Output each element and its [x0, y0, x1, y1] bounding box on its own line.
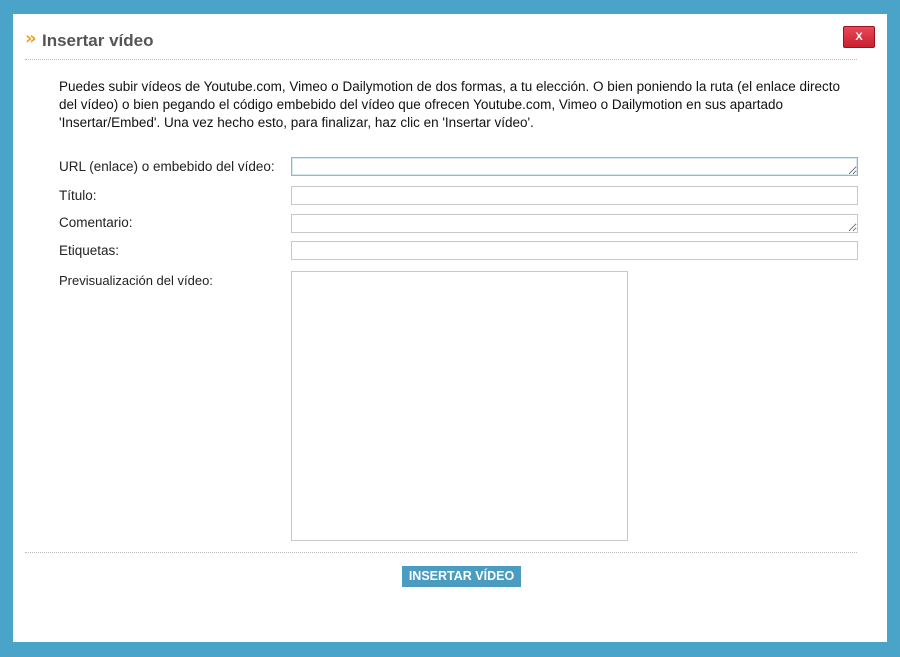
- preview-label: Previsualización del vídeo:: [59, 273, 213, 288]
- comment-field[interactable]: [291, 214, 858, 233]
- insert-video-button[interactable]: INSERTAR VÍDEO: [402, 566, 521, 587]
- chevron-right-icon: »: [25, 28, 37, 49]
- dialog-header: [13, 14, 887, 62]
- title-label: Título:: [59, 188, 97, 203]
- close-button[interactable]: X: [843, 26, 875, 48]
- title-field[interactable]: [291, 186, 858, 205]
- header-divider: [25, 59, 857, 60]
- insert-video-dialog: [13, 14, 887, 642]
- tags-field[interactable]: [291, 241, 858, 260]
- tags-label: Etiquetas:: [59, 243, 120, 258]
- url-label: URL (enlace) o embebido del vídeo:: [59, 159, 275, 174]
- dialog-title: Insertar vídeo: [42, 31, 154, 50]
- footer-divider: [25, 552, 857, 553]
- video-preview-box: [291, 271, 628, 541]
- url-field[interactable]: [291, 157, 858, 176]
- comment-label: Comentario:: [59, 215, 133, 230]
- intro-text: Puedes subir vídeos de Youtube.com, Vimeo o Dailymotion de dos formas, a tu elección. O bien poniendo la ruta (el enlace directo del vídeo) o bien pegando el código embebido del vídeo que ofrecen Youtube.com, Vimeo o Dailymotion en sus apartado 'Insertar/Embed'. Una vez hecho esto, para finalizar, haz clic en 'Insertar vídeo'.: [59, 79, 840, 130]
